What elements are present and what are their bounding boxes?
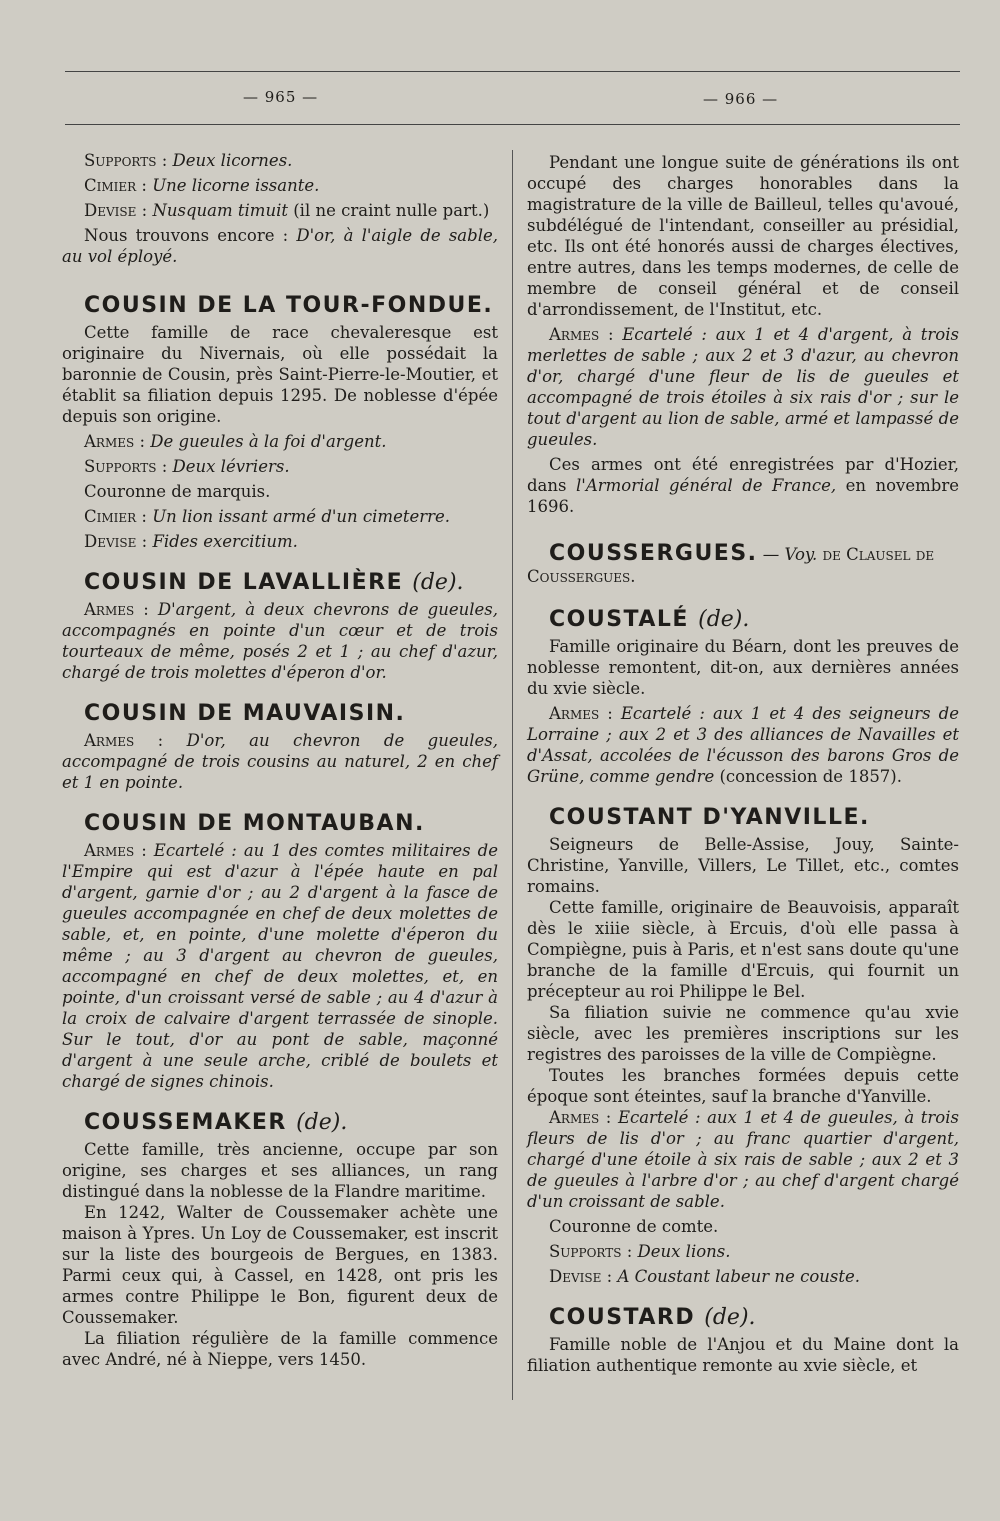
- heading-coussemaker-suffix: (de).: [296, 1110, 348, 1135]
- lavalliere-armes: Armes : D'argent, à deux chevrons de gueules, accompagnés en pointe d'un cœur et de trois tourteaux de même, posés 2 et 1 ; au chef d'azur, chargé de trois molettes d'éperon d'or.: [62, 600, 498, 682]
- coussergues-entry: [527, 541, 959, 587]
- armes-label: Armes: [84, 841, 135, 860]
- heading-coustale-text: COUSTALÉ: [549, 607, 689, 632]
- coussergues-voy: — Voy.: [762, 545, 818, 564]
- hozier-end: en novembre 1696.: [527, 476, 960, 516]
- devise-value: Nusquam timuit: [152, 201, 288, 220]
- column-divider: [512, 150, 513, 1400]
- coustant-couronne: Couronne de comte.: [549, 1217, 719, 1236]
- armes-concession: (concession de 1857).: [719, 767, 902, 786]
- devise-translation: (il ne craint nulle part.): [293, 201, 490, 220]
- supports-line: Supports : Deux licornes.: [84, 151, 293, 170]
- trouvons-paragraph: [62, 225, 498, 267]
- supports-value: Deux licornes.: [172, 151, 293, 170]
- devise-value: A Coustant labeur ne couste.: [617, 1267, 860, 1286]
- supports-label: Supports: [84, 151, 157, 170]
- mauvaisin-armes: Armes : D'or, au chevron de gueules, accompagné de trois cousins au naturel, 2 en chef et 1 en pointe.: [62, 731, 498, 792]
- armes-value: Ecartelé : aux 1 et 4 de gueules, à trois fleurs de lis d'or ; au franc quartier d'argent, chargé d'une étoile à six rais de sable ; aux 2 et 3 de gueules à l'arbre d'or ; au chef d'argent chargé d'un croissant de sable.: [527, 1108, 959, 1211]
- armes-value: Ecartelé : aux 1 et 4 d'argent, à trois merlettes de sable ; aux 2 et 3 d'azur, au chevron d'or, chargé d'une fleur de lis de gueules et accompagné de trois étoiles à six rais d'or ; sur le tout d'argent au lion de sable, armé et lampassé de gueules.: [527, 325, 959, 449]
- armes-value: D'argent, à deux chevrons de gueules, accompagnés en pointe d'un cœur et de trois tourteaux de même, posés 2 et 1 ; au chef d'azur, chargé de trois molettes d'éperon d'or.: [62, 600, 498, 682]
- coussemaker-paragraph-2: En 1242, Walter de Coussemaker achète une maison à Ypres. Un Loy de Coussemaker, est inscrit sur la liste des bourgeois de Bergues, en 1383. Parmi ceux qui, à Cassel, en 1428, ont pris les armes contre Philippe le Bon, figurent deux de Coussemaker.: [62, 1203, 498, 1327]
- cimier-value: Une licorne issante.: [152, 176, 320, 195]
- montauban-armes: Armes : Ecartelé : au 1 des comtes militaires de l'Empire qui est d'azur à l'épée haute en pal d'argent, garnie d'or ; au 2 d'argent à la fasce de gueules accompagnée en chef de deux molettes de sable, et, en pointe, d'une molette d'éperon du même ; au 3 d'argent au chevron de gueules, accompagné en chef de deux molettes, et, en pointe, d'un croissant versé de sable ; au 4 d'azur à la croix de calvaire d'argent terrassée de sinople. Sur le tout, d'or au pont de sable, maçonné d'argent à une seule arche, criblé de boulets et chargé de signes chinois.: [62, 841, 498, 1091]
- coussemaker-paragraph-3: La filiation régulière de la famille commence avec André, né à Nieppe, vers 1450.: [62, 1329, 498, 1369]
- armes-label: Armes: [84, 731, 135, 750]
- heading-tour-fondue: COUSIN DE LA TOUR-FONDUE.: [84, 293, 494, 318]
- heading-coustant: COUSTANT D'YANVILLE.: [549, 805, 870, 830]
- armes-value: De gueules à la foi d'argent.: [150, 432, 387, 451]
- coustant-armes: Armes : Ecartelé : aux 1 et 4 de gueules, à trois fleurs de lis d'or ; au franc quartier d'argent, chargé d'une étoile à six rais de sable ; aux 2 et 3 de gueules à l'arbre d'or ; au chef d'argent chargé d'un croissant de sable.: [527, 1108, 959, 1211]
- devise-label: Devise: [84, 201, 137, 220]
- coussergues-reference: de Clausel de Coussergues.: [527, 545, 935, 586]
- cimier-value: Un lion issant armé d'un cimeterre.: [152, 507, 451, 526]
- devise-label: Devise: [549, 1267, 602, 1286]
- coustant-paragraph-1: Seigneurs de Belle-Assise, Jouy, Sainte-Christine, Yanville, Villers, Le Tillet, etc., comtes romains.: [527, 835, 959, 896]
- header-rule: [65, 124, 960, 125]
- armes-label: Armes: [549, 704, 600, 723]
- armes-label: Armes: [84, 600, 135, 619]
- cimier-label: Cimier: [84, 507, 137, 526]
- hozier-start: Ces armes ont été enregistrées par d'Hozier, dans: [527, 455, 959, 495]
- left-page-number: — 965 —: [243, 88, 319, 106]
- armes-label: Armes: [84, 432, 135, 451]
- tf-devise-line: Devise : Fides exercitium.: [84, 532, 298, 551]
- heading-coustard-text: COUSTARD: [549, 1305, 696, 1330]
- coustant-paragraph-4: Toutes les branches formées depuis cette époque sont éteintes, sauf la branche d'Yanville.: [527, 1066, 959, 1106]
- armes-value: D'or, au chevron de gueules, accompagné de trois cousins au naturel, 2 en chef et 1 en pointe.: [62, 731, 498, 792]
- devise-label: Devise: [84, 532, 137, 551]
- hozier-armorial: l'Armorial général de France,: [576, 476, 837, 495]
- tf-armes-line: Armes : De gueules à la foi d'argent.: [84, 432, 387, 451]
- heading-mauvaisin: COUSIN DE MAUVAISIN.: [84, 701, 406, 726]
- heading-coustale-suffix: (de).: [698, 607, 750, 632]
- heading-coussergues: COUSSERGUES.: [549, 541, 758, 566]
- cimier-label: Cimier: [84, 176, 137, 195]
- tf-cimier-line: Cimier : Un lion issant armé d'un cimeterre.: [84, 507, 451, 526]
- armes-label: Armes: [549, 325, 600, 344]
- heading-lavalliere: [62, 570, 498, 595]
- coustant-supports: Supports : Deux lions.: [549, 1242, 731, 1261]
- heading-coustale: [527, 607, 959, 632]
- coustale-paragraph: Famille originaire du Béarn, dont les preuves de noblesse remontent, dit-on, aux dernières années du xvie siècle.: [527, 637, 959, 698]
- heading-lavalliere-suffix: (de).: [412, 570, 464, 595]
- supports-value: Deux lévriers.: [172, 457, 290, 476]
- trouvons-arms: D'or, à l'aigle de sable, au vol éployé.: [62, 226, 498, 266]
- heading-lavalliere-text: COUSIN DE LAVALLIÈRE: [84, 570, 404, 595]
- supports-label: Supports: [84, 457, 157, 476]
- continuation-paragraph: Pendant une longue suite de générations ils ont occupé des charges honorables dans la magistrature de la ville de Bailleul, telles qu'avoué, subdélégué de l'intendant, conseiller au présidial, etc. Ils ont été honorés aussi de charges électives, entre autres, dans les temps modernes, de celle de membre de conseil général et de conseil d'arrondissement, de l'Institut, etc.: [527, 153, 959, 319]
- coustant-paragraph-2: Cette famille, originaire de Beauvoisis, apparaît dès le xiiie siècle, à Ercuis, d'où elle passa à Compiègne, puis à Paris, et n'est sans doute qu'une branche de la famille d'Ercuis, qui fournit un précepteur au roi Philippe le Bel.: [527, 898, 959, 1001]
- tour-fondue-paragraph: Cette famille de race chevaleresque est originaire du Nivernais, où elle possédait la baronnie de Cousin, près Saint-Pierre-le-Moutier, et établit sa filiation depuis 1295. De noblesse d'épée depuis son origine.: [62, 323, 498, 426]
- armes-value: Ecartelé : aux 1 et 4 des seigneurs de Lorraine ; aux 2 et 3 des alliances de Navailles et d'Assat, accolées de l'écusson des barons Gros de Grüne, comme gendre: [527, 704, 959, 786]
- continuation-armes: Armes : Ecartelé : aux 1 et 4 d'argent, à trois merlettes de sable ; aux 2 et 3 d'azur, au chevron d'or, chargé d'une fleur de lis de gueules et accompagné de trois étoiles à six rais d'or ; sur le tout d'argent au lion de sable, armé et lampassé de gueules.: [527, 325, 959, 449]
- armes-value: Ecartelé : au 1 des comtes militaires de l'Empire qui est d'azur à l'épée haute en pal d'argent, garnie d'or ; au 2 d'argent à la fasce de gueules accompagnée en chef de deux molettes de sable, et, en pointe, d'une molette d'éperon du même ; au 3 d'argent au chevron de gueules, accompagné en chef de deux molettes, et, en pointe, d'un croissant versé de sable ; au 4 d'azur à la croix de calvaire d'argent terrassée de sinople. Sur le tout, d'or au pont de sable, maçonné d'argent à une seule arche, criblé de boulets et chargé de signes chinois.: [62, 841, 498, 1091]
- cimier-line: Cimier : Une licorne issante.: [84, 176, 320, 195]
- heading-coussemaker: [62, 1110, 498, 1135]
- heading-coustard-suffix: (de).: [704, 1305, 756, 1330]
- hozier-paragraph: [527, 454, 959, 517]
- tf-supports-line: Supports : Deux lévriers.: [84, 457, 290, 476]
- armes-label: Armes: [549, 1108, 600, 1127]
- heading-montauban: COUSIN DE MONTAUBAN.: [84, 811, 425, 836]
- trouvons-text: Nous trouvons encore :: [84, 226, 289, 245]
- right-page-number: — 966 —: [703, 90, 779, 108]
- coustale-armes: Armes : Ecartelé : aux 1 et 4 des seigneurs de Lorraine ; aux 2 et 3 des alliances de Navailles et d'Assat, accolées de l'écusson des barons Gros de Grüne, comme gendre (concession de 1857).: [527, 704, 959, 786]
- devise-value: Fides exercitium.: [152, 532, 298, 551]
- right-column: [527, 152, 959, 1376]
- coussemaker-paragraph-1: Cette famille, très ancienne, occupe par son origine, ses charges et ses alliances, un rang distingué dans la noblesse de la Flandre maritime.: [62, 1140, 498, 1201]
- coustant-paragraph-3: Sa filiation suivie ne commence qu'au xvie siècle, avec les premières inscriptions sur les registres des paroisses de la ville de Compiègne.: [527, 1003, 959, 1064]
- devise-line: Devise : Nusquam timuit (il ne craint nulle part.): [84, 201, 490, 220]
- coustant-devise: Devise : A Coustant labeur ne couste.: [549, 1267, 860, 1286]
- supports-value: Deux lions.: [637, 1242, 731, 1261]
- tf-couronne-line: Couronne de marquis.: [84, 482, 271, 501]
- top-rule: [65, 71, 960, 72]
- supports-label: Supports: [549, 1242, 622, 1261]
- heading-coustard: [527, 1305, 959, 1330]
- left-column: [62, 150, 498, 1370]
- coustard-paragraph: Famille noble de l'Anjou et du Maine dont la filiation authentique remonte au xvie siècle, et: [527, 1335, 959, 1375]
- heading-coussemaker-text: COUSSEMAKER: [84, 1110, 287, 1135]
